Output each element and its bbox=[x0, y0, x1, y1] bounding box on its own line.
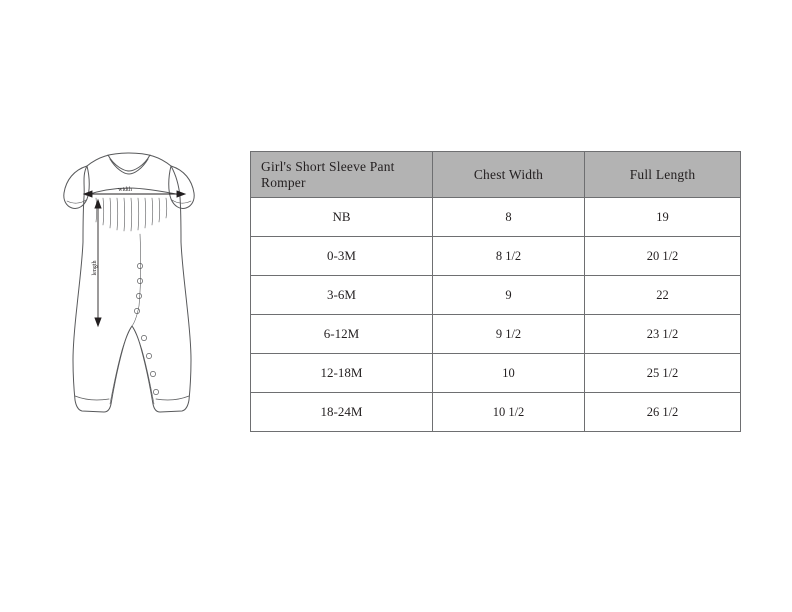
size-chart-body bbox=[251, 198, 741, 432]
size-chart-table bbox=[250, 151, 741, 432]
table-header-row bbox=[251, 152, 741, 198]
table-row bbox=[251, 393, 741, 432]
cell-chest: 9 bbox=[433, 276, 585, 315]
width-measure-label: width bbox=[118, 187, 132, 193]
cell-size: 6-12M bbox=[251, 315, 433, 354]
cell-chest: 8 bbox=[433, 198, 585, 237]
left-sleeve-hem bbox=[67, 200, 86, 203]
left-leg-hem-top bbox=[75, 396, 109, 400]
table-row bbox=[251, 198, 741, 237]
header-chest-width: Chest Width bbox=[433, 152, 585, 198]
right-leg-hem-top bbox=[156, 396, 189, 400]
cell-length: 25 1/2 bbox=[585, 354, 741, 393]
cell-chest: 10 bbox=[433, 354, 585, 393]
table-row bbox=[251, 276, 741, 315]
right-sleeve-path bbox=[169, 166, 194, 209]
table-row bbox=[251, 237, 741, 276]
cell-size: 0-3M bbox=[251, 237, 433, 276]
header-product-name: Girl's Short Sleeve Pant Romper bbox=[251, 152, 433, 198]
cell-length: 26 1/2 bbox=[585, 393, 741, 432]
gather-lines bbox=[96, 198, 167, 231]
cell-size: NB bbox=[251, 198, 433, 237]
neckline-inner-path bbox=[110, 159, 148, 174]
cell-size: 18-24M bbox=[251, 393, 433, 432]
size-chart-header bbox=[251, 152, 741, 198]
table-row bbox=[251, 354, 741, 393]
cell-chest: 9 1/2 bbox=[433, 315, 585, 354]
garment-illustration bbox=[40, 138, 230, 428]
right-sleeve-hem bbox=[172, 200, 191, 203]
cell-chest: 8 1/2 bbox=[433, 237, 585, 276]
cell-length: 19 bbox=[585, 198, 741, 237]
cell-size: 12-18M bbox=[251, 354, 433, 393]
cell-size: 3-6M bbox=[251, 276, 433, 315]
length-measure-label: length bbox=[92, 260, 98, 276]
cell-chest: 10 1/2 bbox=[433, 393, 585, 432]
header-full-length: Full Length bbox=[585, 152, 741, 198]
cell-length: 20 1/2 bbox=[585, 237, 741, 276]
cell-length: 23 1/2 bbox=[585, 315, 741, 354]
neckline-path bbox=[108, 155, 150, 171]
snap-buttons bbox=[134, 263, 158, 394]
table-row bbox=[251, 315, 741, 354]
cell-length: 22 bbox=[585, 276, 741, 315]
left-sleeve-path bbox=[64, 166, 89, 209]
